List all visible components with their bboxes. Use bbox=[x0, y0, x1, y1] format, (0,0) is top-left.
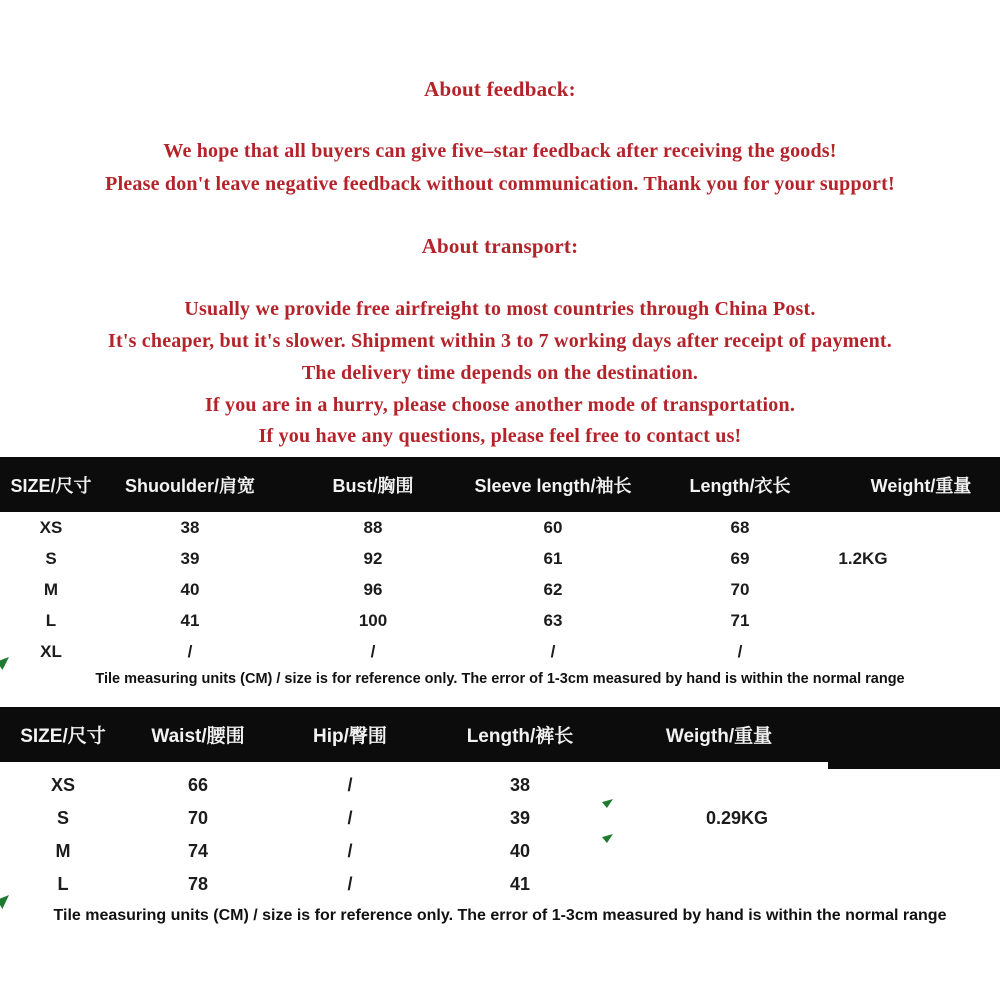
sleeve-value: 60 bbox=[543, 517, 563, 537]
shoulder-value: / bbox=[187, 641, 193, 661]
length-value: 39 bbox=[509, 808, 531, 828]
size-value: S bbox=[56, 808, 69, 828]
top-size-table-header bbox=[0, 457, 1000, 512]
table-row bbox=[0, 605, 1000, 636]
table-row bbox=[0, 512, 1000, 543]
length-value: 71 bbox=[730, 610, 750, 630]
sleeve-value: / bbox=[550, 641, 556, 661]
table-row bbox=[0, 868, 1000, 901]
column-header-weight: Weigth/重量 bbox=[665, 726, 773, 747]
feedback-section-title: About feedback: bbox=[424, 77, 576, 101]
size-value: S bbox=[45, 548, 57, 568]
length-value: 38 bbox=[509, 775, 531, 795]
length-value: / bbox=[737, 641, 743, 661]
transport-line: Usually we provide free airfreight to most countries through China Post. bbox=[184, 298, 816, 320]
column-header-hip: Hip/臀围 bbox=[313, 726, 387, 747]
shoulder-value: 40 bbox=[180, 579, 200, 599]
column-header-shoulder: Shuoulder/肩宽 bbox=[125, 475, 255, 496]
bottom-size-table-header bbox=[0, 707, 1000, 762]
column-header-sleeve-length: Sleeve length/袖长 bbox=[474, 475, 632, 496]
length-value: 69 bbox=[730, 548, 750, 568]
size-value: XL bbox=[40, 641, 62, 661]
waist-value: 74 bbox=[187, 841, 209, 861]
column-header-length: Length/衣长 bbox=[689, 475, 791, 496]
length-value: 68 bbox=[730, 517, 750, 537]
hip-value: / bbox=[347, 874, 353, 894]
sleeve-value: 61 bbox=[543, 548, 563, 568]
transport-section-title: About transport: bbox=[421, 234, 579, 258]
sleeve-value: 63 bbox=[543, 610, 563, 630]
column-header-weight: Weight/重量 bbox=[870, 475, 972, 496]
measuring-note: Tile measuring units (CM) / size is for reference only. The error of 1-3cm measured by hand is within the normal range bbox=[95, 671, 905, 687]
bust-value: 100 bbox=[358, 610, 388, 630]
column-header-bust: Bust/胸围 bbox=[332, 475, 414, 496]
transport-line: It's cheaper, but it's slower. Shipment within 3 to 7 working days after receipt of payment. bbox=[108, 330, 892, 352]
table-row bbox=[0, 574, 1000, 605]
size-value: L bbox=[57, 874, 69, 894]
size-value: M bbox=[43, 579, 59, 599]
bust-value: 92 bbox=[363, 548, 383, 568]
shoulder-value: 41 bbox=[180, 610, 200, 630]
transport-line: If you are in a hurry, please choose another mode of transportation. bbox=[204, 394, 796, 416]
table-row bbox=[0, 543, 1000, 574]
column-header-size: SIZE/尺寸 bbox=[20, 726, 106, 747]
table-row bbox=[0, 802, 1000, 835]
column-header-waist: Waist/腰围 bbox=[151, 726, 245, 747]
size-value: XS bbox=[39, 517, 63, 537]
feedback-line: We hope that all buyers can give five–star feedback after receiving the goods! bbox=[163, 140, 837, 162]
waist-value: 78 bbox=[187, 874, 209, 894]
sleeve-value: 62 bbox=[543, 579, 563, 599]
weight-value: 1.2KG bbox=[838, 548, 888, 568]
size-value: XS bbox=[50, 775, 75, 795]
shoulder-value: 39 bbox=[180, 548, 200, 568]
weight-value: 0.29KG bbox=[705, 808, 769, 828]
length-value: 41 bbox=[509, 874, 531, 894]
hip-value: / bbox=[347, 775, 353, 795]
table-row bbox=[0, 835, 1000, 868]
bust-value: 88 bbox=[363, 517, 383, 537]
header-bar-step bbox=[828, 762, 1000, 769]
column-header-size: SIZE/尺寸 bbox=[10, 475, 92, 496]
transport-line: The delivery time depends on the destination. bbox=[301, 362, 699, 384]
bust-value: / bbox=[370, 641, 376, 661]
table-row bbox=[0, 769, 1000, 802]
hip-value: / bbox=[347, 808, 353, 828]
measuring-note: Tile measuring units (CM) / size is for reference only. The error of 1-3cm measured by hand is within the normal range bbox=[53, 907, 947, 924]
bust-value: 96 bbox=[363, 579, 383, 599]
shoulder-value: 38 bbox=[180, 517, 200, 537]
size-value: M bbox=[55, 841, 71, 861]
column-header-length: Length/裤长 bbox=[466, 726, 574, 747]
waist-value: 66 bbox=[187, 775, 209, 795]
length-value: 70 bbox=[730, 579, 750, 599]
hip-value: / bbox=[347, 841, 353, 861]
size-value: L bbox=[45, 610, 57, 630]
transport-line: If you have any questions, please feel free to contact us! bbox=[258, 425, 742, 447]
feedback-line: Please don't leave negative feedback without communication. Thank you for your support! bbox=[105, 173, 895, 195]
length-value: 40 bbox=[509, 841, 531, 861]
table-row bbox=[0, 636, 1000, 667]
waist-value: 70 bbox=[187, 808, 209, 828]
